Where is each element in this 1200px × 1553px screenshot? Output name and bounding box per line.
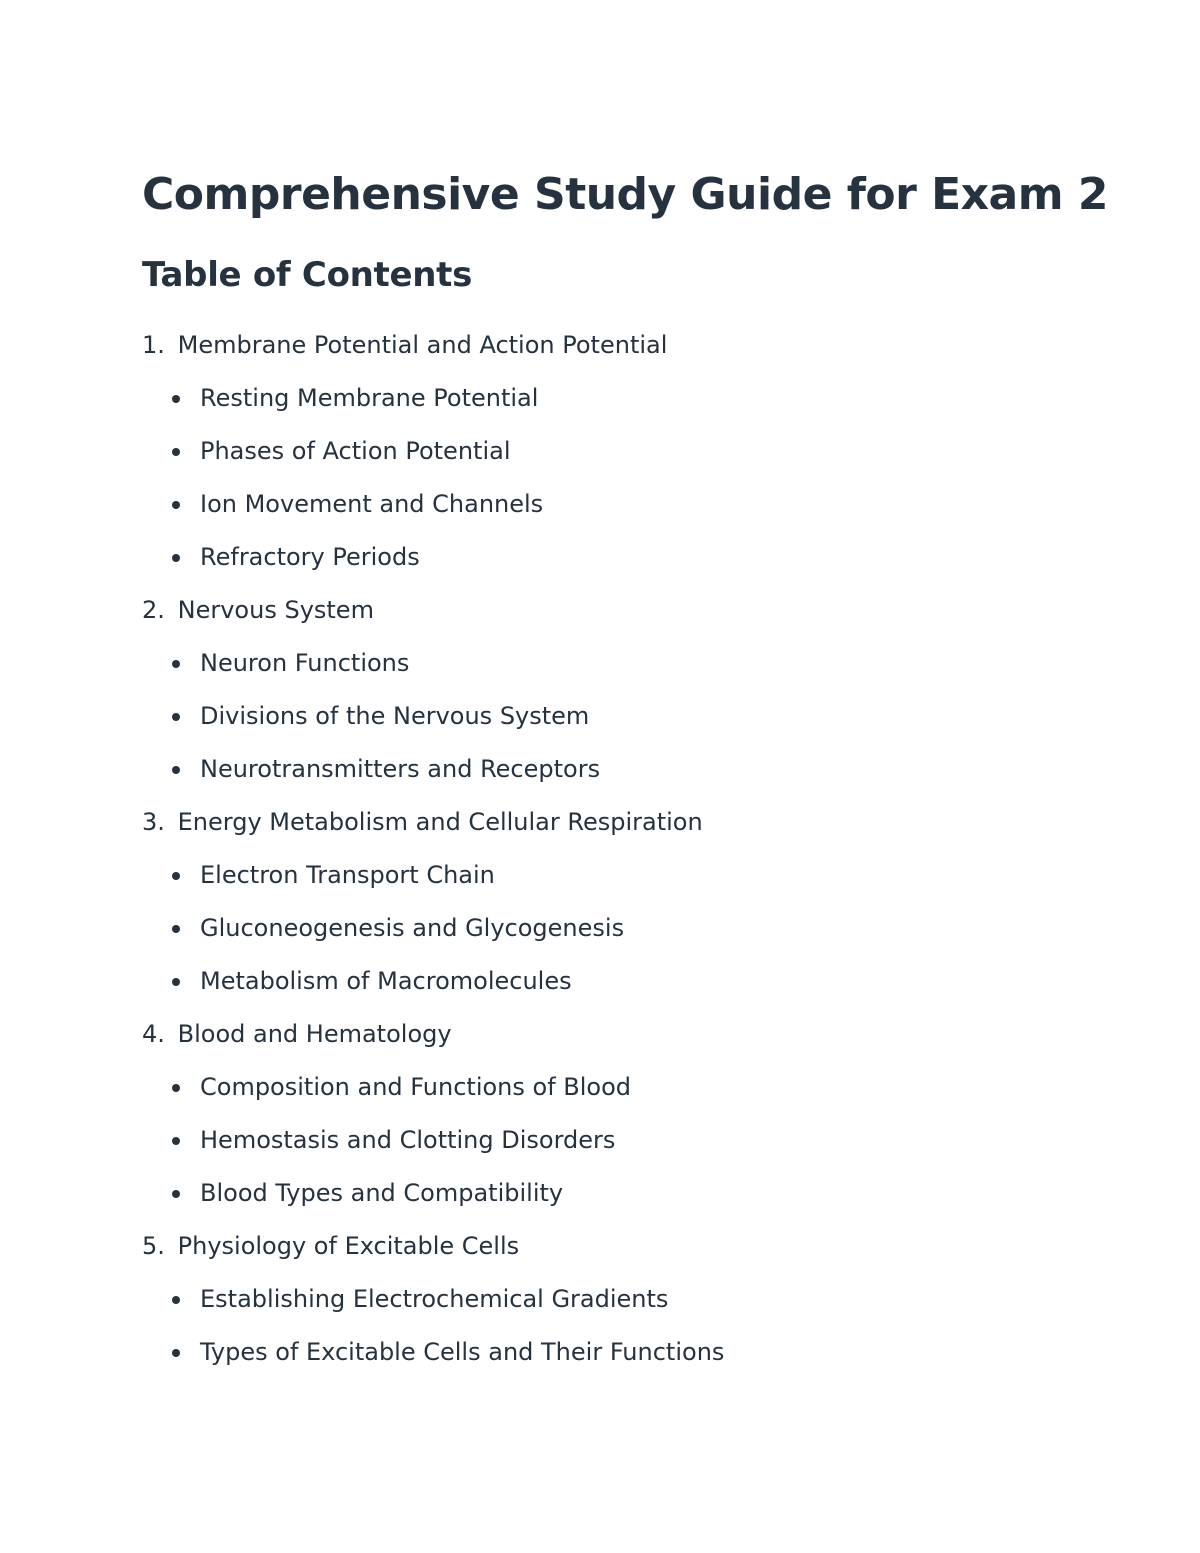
bullet-icon (172, 660, 180, 668)
toc-section-title (142, 1008, 1142, 1061)
toc-subitem-label: Establishing Electrochemical Gradients (200, 1285, 669, 1313)
toc-subitem (142, 637, 1142, 690)
bullet-icon (172, 1084, 180, 1092)
bullet-icon (172, 395, 180, 403)
toc-subitem-label: Refractory Periods (200, 543, 420, 571)
toc-subitem (142, 849, 1142, 902)
document-title: Comprehensive Study Guide for Exam 2 (142, 169, 1109, 220)
document-page (142, 166, 1142, 1379)
toc-section-number: 4. (142, 1020, 165, 1048)
toc-subitem-label: Hemostasis and Clotting Disorders (200, 1126, 616, 1154)
bullet-icon (172, 766, 180, 774)
toc-section-title (142, 584, 1142, 637)
bullet-icon (172, 1349, 180, 1357)
toc-subitem-label: Ion Movement and Channels (200, 490, 544, 518)
bullet-icon (172, 1296, 180, 1304)
toc-subitems (142, 372, 1142, 584)
toc-section-5 (142, 1220, 1142, 1379)
toc-section-1 (142, 319, 1142, 584)
bullet-icon (172, 713, 180, 721)
toc-subitem-label: Gluconeogenesis and Glycogenesis (200, 914, 625, 942)
toc-subitem-label: Types of Excitable Cells and Their Functions (200, 1338, 725, 1366)
toc-subitem-label: Blood Types and Compatibility (200, 1179, 564, 1207)
bullet-icon (172, 501, 180, 509)
toc-section-number: 2. (142, 596, 165, 624)
bullet-icon (172, 925, 180, 933)
toc-subitems (142, 1273, 1142, 1379)
toc-subitem-label: Resting Membrane Potential (200, 384, 539, 412)
toc-subitem-label: Divisions of the Nervous System (200, 702, 590, 730)
toc-subitem (142, 1061, 1142, 1114)
toc-subitem (142, 1167, 1142, 1220)
toc-section-label: Physiology of Excitable Cells (177, 1232, 520, 1260)
bullet-icon (172, 978, 180, 986)
toc-subitem-label: Neurotransmitters and Receptors (200, 755, 601, 783)
bullet-icon (172, 872, 180, 880)
toc-section-label: Nervous System (177, 596, 374, 624)
toc-subitems (142, 1061, 1142, 1220)
table-of-contents (142, 319, 1142, 1379)
bullet-icon (172, 1137, 180, 1145)
toc-section-number: 5. (142, 1232, 165, 1260)
bullet-icon (172, 554, 180, 562)
toc-section-label: Energy Metabolism and Cellular Respiration (177, 808, 703, 836)
toc-subitem (142, 1273, 1142, 1326)
toc-subitem-label: Metabolism of Macromolecules (200, 967, 572, 995)
bullet-icon (172, 448, 180, 456)
toc-subitem (142, 1326, 1142, 1379)
toc-section-number: 3. (142, 808, 165, 836)
toc-section-2 (142, 584, 1142, 796)
toc-subitem-label: Phases of Action Potential (200, 437, 511, 465)
toc-heading: Table of Contents (142, 255, 473, 295)
toc-subitem-label: Composition and Functions of Blood (200, 1073, 632, 1101)
toc-subitem (142, 1114, 1142, 1167)
toc-subitem (142, 372, 1142, 425)
toc-subitem (142, 690, 1142, 743)
toc-subitem (142, 478, 1142, 531)
toc-subitem (142, 902, 1142, 955)
toc-subitem (142, 425, 1142, 478)
toc-subitems (142, 637, 1142, 796)
toc-subitem-label: Electron Transport Chain (200, 861, 495, 889)
toc-section-4 (142, 1008, 1142, 1220)
toc-subitem (142, 531, 1142, 584)
toc-section-title (142, 1220, 1142, 1273)
toc-section-title (142, 319, 1142, 372)
toc-subitems (142, 849, 1142, 1008)
toc-section-3 (142, 796, 1142, 1008)
toc-section-number: 1. (142, 331, 165, 359)
toc-section-label: Membrane Potential and Action Potential (177, 331, 668, 359)
toc-section-title (142, 796, 1142, 849)
toc-subitem-label: Neuron Functions (200, 649, 410, 677)
toc-subitem (142, 743, 1142, 796)
toc-subitem (142, 955, 1142, 1008)
bullet-icon (172, 1190, 180, 1198)
toc-section-label: Blood and Hematology (177, 1020, 452, 1048)
